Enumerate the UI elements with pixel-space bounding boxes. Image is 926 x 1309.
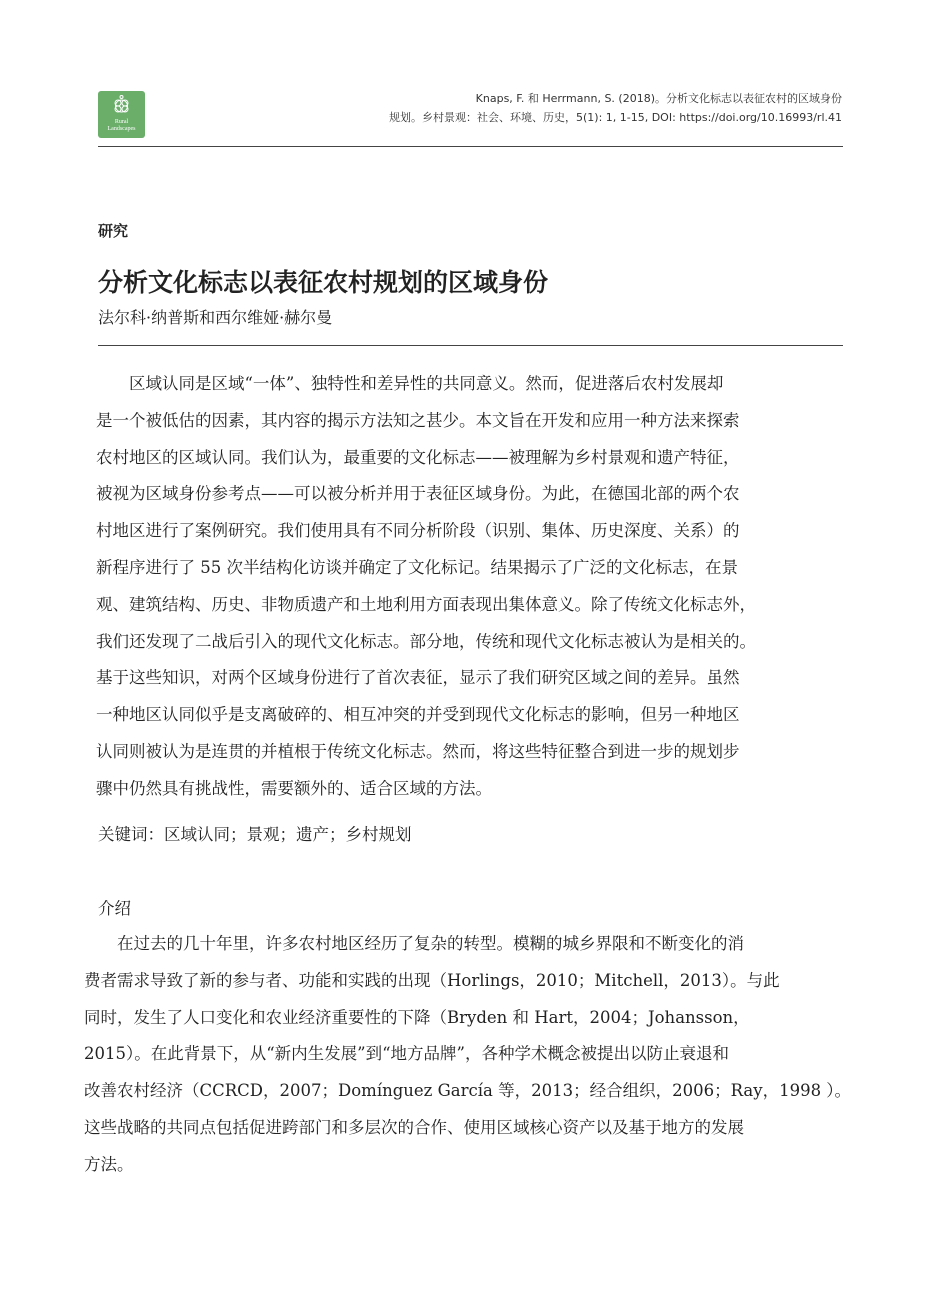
logo-text-landscapes: Landscapes <box>107 126 136 132</box>
article-title: 分析文化标志以表征农村规划的区域身份 <box>98 268 549 297</box>
intro-paragraph <box>84 926 854 1184</box>
intro-line: 2015）。在此背景下，从“新内生发展”到“地方品牌”，各种学术概念被提出以防止衰退和 <box>84 1044 729 1064</box>
abstract-line: 骤中仍然具有挑战性，需要额外的、适合区域的方法。 <box>96 778 492 798</box>
abstract-line: 一种地区认同似乎是支离破碎的、相互冲突的并受到现代文化标志的影响，但另一种地区 <box>96 705 740 725</box>
citation-line-2: 规划。乡村景观：社会、环境、历史，5(1): 1, 1-15, DOI: https://doi.org/10.16993/rl.41 <box>388 111 842 124</box>
logo-text-rural: Rural <box>114 119 129 125</box>
keywords: 关键词：区域认同；景观；遗产；乡村规划 <box>98 825 412 844</box>
abstract-line: 村地区进行了案例研究。我们使用具有不同分析阶段（识别、集体、历史深度、关系）的 <box>96 521 740 541</box>
abstract-line: 农村地区的区域认同。我们认为，最重要的文化标志——被理解为乡村景观和遗产特征， <box>96 447 740 467</box>
section-label: 研究 <box>98 222 129 240</box>
intro-line: 这些战略的共同点包括促进跨部门和多层次的合作、使用区域核心资产以及基于地方的发展 <box>84 1117 744 1137</box>
intro-heading: 介绍 <box>98 899 131 918</box>
intro-line: 费者需求导致了新的参与者、功能和实践的出现（Horlings，2010；Mitchell，2013）。与此 <box>84 970 780 990</box>
header-divider <box>98 146 843 147</box>
abstract-line: 是一个被低估的因素，其内容的揭示方法知之甚少。本文旨在开发和应用一种方法来探索 <box>96 410 740 430</box>
abstract-line: 观、建筑结构、历史、非物质遗产和土地利用方面表现出集体意义。除了传统文化标志外， <box>96 594 756 614</box>
abstract-line: 我们还发现了二战后引入的现代文化标志。部分地，传统和现代文化标志被认为是相关的。 <box>96 631 756 651</box>
abstract-line: 基于这些知识，对两个区域身份进行了首次表征，显示了我们研究区域之间的差异。虽然 <box>96 668 740 688</box>
citation-line-1: Knaps, F. 和 Herrmann, S. (2018)。分析文化标志以表征农村的区域身份 <box>475 92 842 105</box>
abstract-line: 区域认同是区域“一体”、独特性和差异性的共同意义。然而，促进落后农村发展却 <box>96 374 724 393</box>
article-authors: 法尔科·纳普斯和西尔维娅·赫尔曼 <box>98 308 333 327</box>
abstract-line: 新程序进行了 55 次半结构化访谈并确定了文化标记。结果揭示了广泛的文化标志，在景 <box>96 557 738 577</box>
abstract <box>96 366 856 808</box>
title-divider <box>98 345 843 346</box>
abstract-line: 认同则被认为是连贯的并植根于传统文化标志。然而，将这些特征整合到进一步的规划步 <box>96 741 740 761</box>
journal-logo <box>98 91 145 138</box>
intro-line: 改善农村经济（CCRCD，2007；Domínguez García 等，2013；经合组织，2006；Ray，1998 ）。 <box>84 1081 852 1101</box>
intro-line: 方法。 <box>84 1154 134 1174</box>
intro-line: 同时，发生了人口变化和农业经济重要性的下降（Bryden 和 Hart，2004；Johansson， <box>84 1007 750 1027</box>
intro-line: 在过去的几十年里，许多农村地区经历了复杂的转型。模糊的城乡界限和不断变化的消 <box>84 934 744 953</box>
abstract-line: 被视为区域身份参考点——可以被分析并用于表征区域身份。为此，在德国北部的两个农 <box>96 484 740 504</box>
